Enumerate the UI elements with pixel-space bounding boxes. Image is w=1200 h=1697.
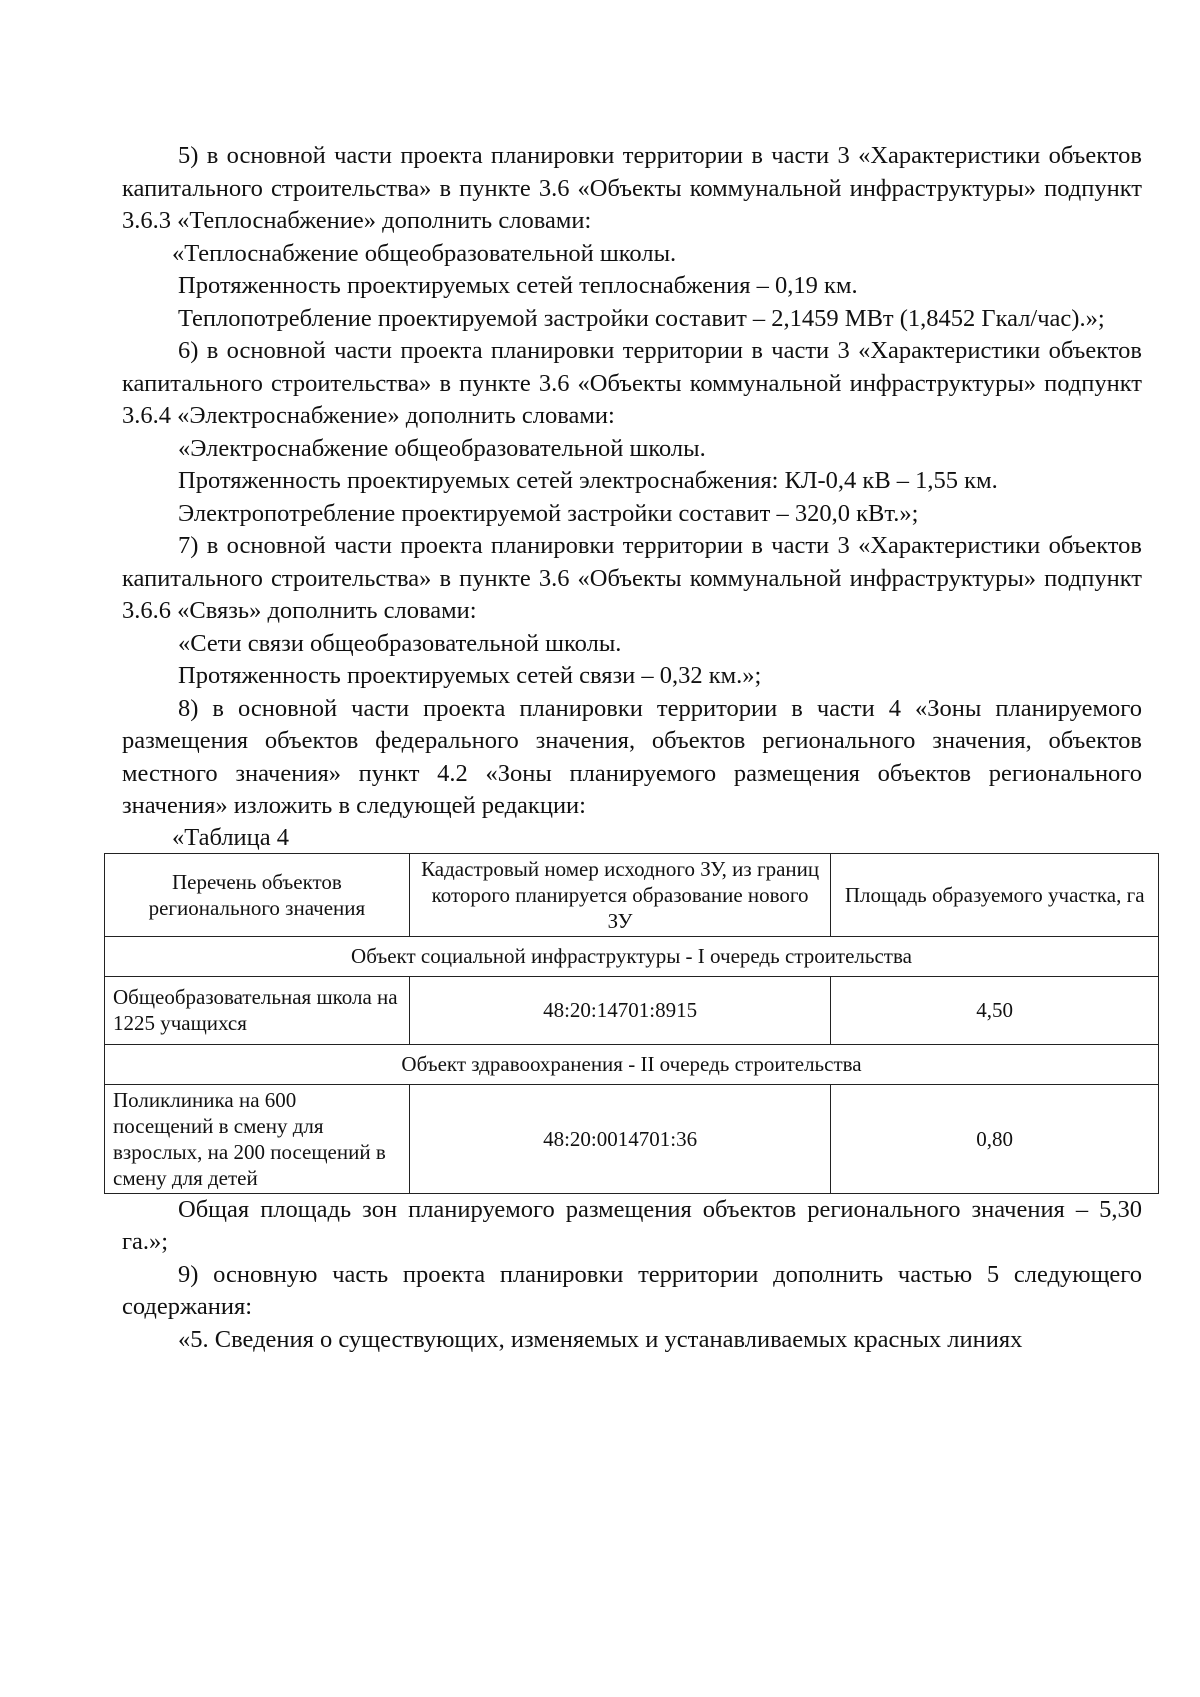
table-header-area: Площадь образуемого участка, га	[831, 853, 1159, 936]
table-cell-cadastral: 48:20:14701:8915	[409, 976, 831, 1044]
table-row	[105, 1084, 1159, 1193]
table-header-row	[105, 853, 1159, 936]
paragraph-item-8: 8) в основной части проекта планировки территории в части 4 «Зоны планируемого размещения объектов федерального значения, объектов регионального значения, объектов местного значения» пункт 4.2 «Зоны планируемого размещения объектов регионального значения» изложить в следующей редакции:	[122, 694, 1142, 819]
table-cell-object: Общеобразовательная школа на 1225 учащихся	[105, 976, 410, 1044]
regional-objects-table	[104, 853, 1159, 1194]
table-row	[105, 976, 1159, 1044]
table-section-row	[105, 1044, 1159, 1084]
heat-consumption: Теплопотребление проектируемой застройки составит – 2,1459 МВт (1,8452 Гкал/час).»;	[178, 304, 1105, 332]
table-section-title: Объект здравоохранения - II очередь строительства	[105, 1044, 1159, 1084]
red-lines-heading: «5. Сведения о существующих, изменяемых и устанавливаемых красных линиях	[178, 1325, 1023, 1353]
table-cell-object: Поликлиника на 600 посещений в смену для взрослых, на 200 посещений в смену для детей	[105, 1084, 410, 1193]
table-section-row	[105, 936, 1159, 976]
table-caption: «Таблица 4	[172, 823, 290, 851]
table-header-cadastral: Кадастровый номер исходного ЗУ, из границ которого планируется образование нового ЗУ	[409, 853, 831, 936]
quote-comms-title: «Сети связи общеобразовательной школы.	[178, 629, 622, 657]
quote-heat-title: «Теплоснабжение общеобразовательной школы.	[172, 239, 677, 267]
power-consumption: Электропотребление проектируемой застройки составит – 320,0 кВт.»;	[178, 499, 919, 527]
comms-network-length: Протяженность проектируемых сетей связи – 0,32 км.»;	[178, 662, 762, 689]
paragraph-item-6: 6) в основной части проекта планировки территории в части 3 «Характеристики объектов капитального строительства» в пункте 3.6 «Объекты коммунальной инфраструктуры» подпункт 3.6.4 «Электроснабжение» дополнить словами:	[122, 337, 1142, 429]
document-page	[113, 140, 1145, 1356]
total-area-paragraph: Общая площадь зон планируемого размещения объектов регионального значения – 5,30 га.»;	[122, 1195, 1142, 1255]
table-cell-area: 0,80	[831, 1084, 1159, 1193]
quote-power-title: «Электроснабжение общеобразовательной школы.	[178, 434, 706, 462]
table-header-objects: Перечень объектов регионального значения	[105, 853, 410, 936]
power-network-length: Протяженность проектируемых сетей электроснабжения: КЛ-0,4 кВ – 1,55 км.	[178, 467, 998, 494]
table-section-title: Объект социальной инфраструктуры - I очередь строительства	[105, 936, 1159, 976]
paragraph-item-9: 9) основную часть проекта планировки территории дополнить частью 5 следующего содержания:	[122, 1260, 1142, 1320]
table-cell-area: 4,50	[831, 976, 1159, 1044]
paragraph-item-5: 5) в основной части проекта планировки территории в части 3 «Характеристики объектов капитального строительства» в пункте 3.6 «Объекты коммунальной инфраструктуры» подпункт 3.6.3 «Теплоснабжение» дополнить словами:	[122, 142, 1142, 234]
heat-network-length: Протяженность проектируемых сетей теплоснабжения – 0,19 км.	[178, 272, 858, 299]
paragraph-item-7: 7) в основной части проекта планировки территории в части 3 «Характеристики объектов капитального строительства» в пункте 3.6 «Объекты коммунальной инфраструктуры» подпункт 3.6.6 «Связь» дополнить словами:	[122, 532, 1142, 624]
table-cell-cadastral: 48:20:0014701:36	[409, 1084, 831, 1193]
